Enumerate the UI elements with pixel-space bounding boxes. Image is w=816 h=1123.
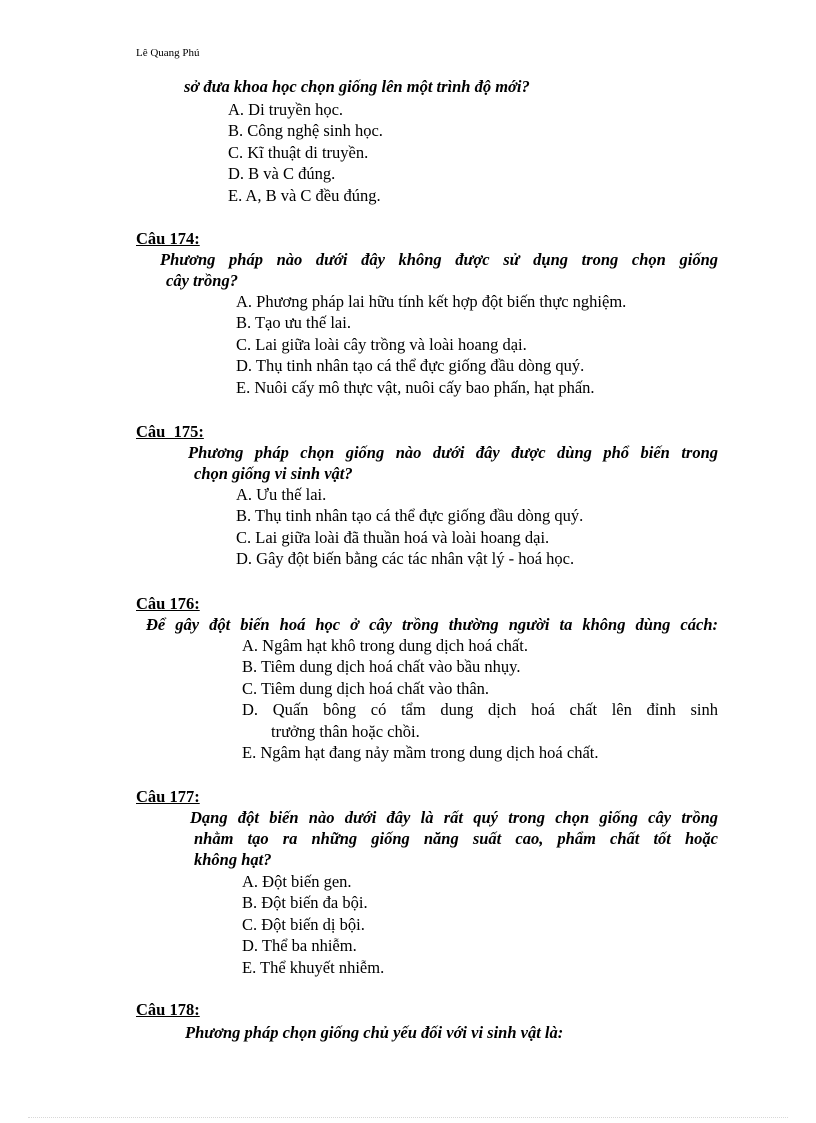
question-176-line-1: Để gây đột biến hoá học ở cây trồng thường người ta không dùng cách: xyxy=(146,615,718,634)
lead-options xyxy=(228,99,383,206)
option-d xyxy=(242,699,718,742)
question-177-label: Câu 177: xyxy=(136,787,200,806)
option-e: E. A, B và C đều đúng. xyxy=(228,185,381,205)
option-b: B. Tạo ưu thế lai. xyxy=(236,313,351,333)
option-a: A. Đột biến gen. xyxy=(242,872,352,891)
question-178-line-1: Phương pháp chọn giống chủ yếu đối với vi sinh vật là: xyxy=(185,1023,564,1042)
question-175-options xyxy=(236,484,583,570)
question-177-options xyxy=(242,871,384,978)
question-177-line-1: Dạng đột biến nào dưới đây là rất quý trong chọn giống cây trồng xyxy=(190,808,718,827)
question-176-text xyxy=(146,614,718,635)
question-176-label: Câu 176: xyxy=(136,594,200,613)
question-178-text xyxy=(185,1022,725,1043)
option-a: A. Phương pháp lai hữu tính kết hợp đột biến thực nghiệm. xyxy=(236,292,627,311)
option-a: A. Ngâm hạt khô trong dung dịch hoá chất. xyxy=(242,636,528,655)
option-e: E. Ngâm hạt đang nảy mầm trong dung dịch hoá chất. xyxy=(242,743,599,763)
option-d-line-1: D. Quấn bông có tẩm dung dịch hoá chất lên đỉnh sinh xyxy=(242,700,718,720)
question-174-line-2: cây trồng? xyxy=(166,271,238,290)
option-d: D. Gây đột biến bằng các tác nhân vật lý - hoá học. xyxy=(236,549,575,569)
question-175-text xyxy=(188,442,718,484)
question-177-line-3: không hạt? xyxy=(194,850,272,869)
question-178-label: Câu 178: xyxy=(136,1000,200,1019)
option-d-line-2: trưởng thân hoặc chồi. xyxy=(271,721,420,741)
option-e: E. Nuôi cấy mô thực vật, nuôi cấy bao phấn, hạt phấn. xyxy=(236,377,595,397)
option-b: B. Tiêm dung dịch hoá chất vào bầu nhụy. xyxy=(242,657,521,677)
option-c: C. Kĩ thuật di truyền. xyxy=(228,142,369,162)
page-header-author: Lê Quang Phú xyxy=(136,47,200,59)
option-a: A. Di truyền học. xyxy=(228,100,344,119)
question-174-text xyxy=(160,249,718,291)
question-175-line-1: Phương pháp chọn giống nào dưới đây được dùng phổ biến trong xyxy=(188,443,718,462)
question-174-label: Câu 174: xyxy=(136,229,200,248)
question-174-options xyxy=(236,291,626,398)
option-d: D. Thụ tinh nhân tạo cá thể đực giống đầu dòng quý. xyxy=(236,356,585,376)
option-c: C. Lai giữa loài đã thuần hoá và loài hoang dại. xyxy=(236,527,550,547)
question-174-line-1: Phương pháp nào dưới đây không được sử dụng trong chọn giống xyxy=(160,250,718,269)
question-177-text xyxy=(190,807,718,870)
option-c: C. Đột biến dị bội. xyxy=(242,914,365,934)
question-176-options xyxy=(242,635,718,763)
option-b: B. Công nghệ sinh học. xyxy=(228,121,383,141)
page-bottom-divider xyxy=(28,1117,788,1118)
option-c: C. Lai giữa loài cây trồng và loài hoang dại. xyxy=(236,334,527,354)
option-b: B. Thụ tinh nhân tạo cá thể đực giống đầu dòng quý. xyxy=(236,506,584,526)
option-d: D. B và C đúng. xyxy=(228,164,336,184)
question-177-line-2: nhằm tạo ra những giống năng suất cao, phẩm chất tốt hoặc xyxy=(194,829,718,848)
option-e: E. Thể khuyết nhiễm. xyxy=(242,957,385,977)
question-text-continued: sở đưa khoa học chọn giống lên một trình độ mới? xyxy=(184,77,530,96)
option-c: C. Tiêm dung dịch hoá chất vào thân. xyxy=(242,678,490,698)
option-d: D. Thể ba nhiễm. xyxy=(242,936,357,956)
question-175-line-2: chọn giống vi sinh vật? xyxy=(194,464,353,483)
option-a: A. Ưu thế lai. xyxy=(236,485,327,504)
option-b: B. Đột biến đa bội. xyxy=(242,893,368,913)
question-175-label: Câu 175: xyxy=(136,422,204,441)
